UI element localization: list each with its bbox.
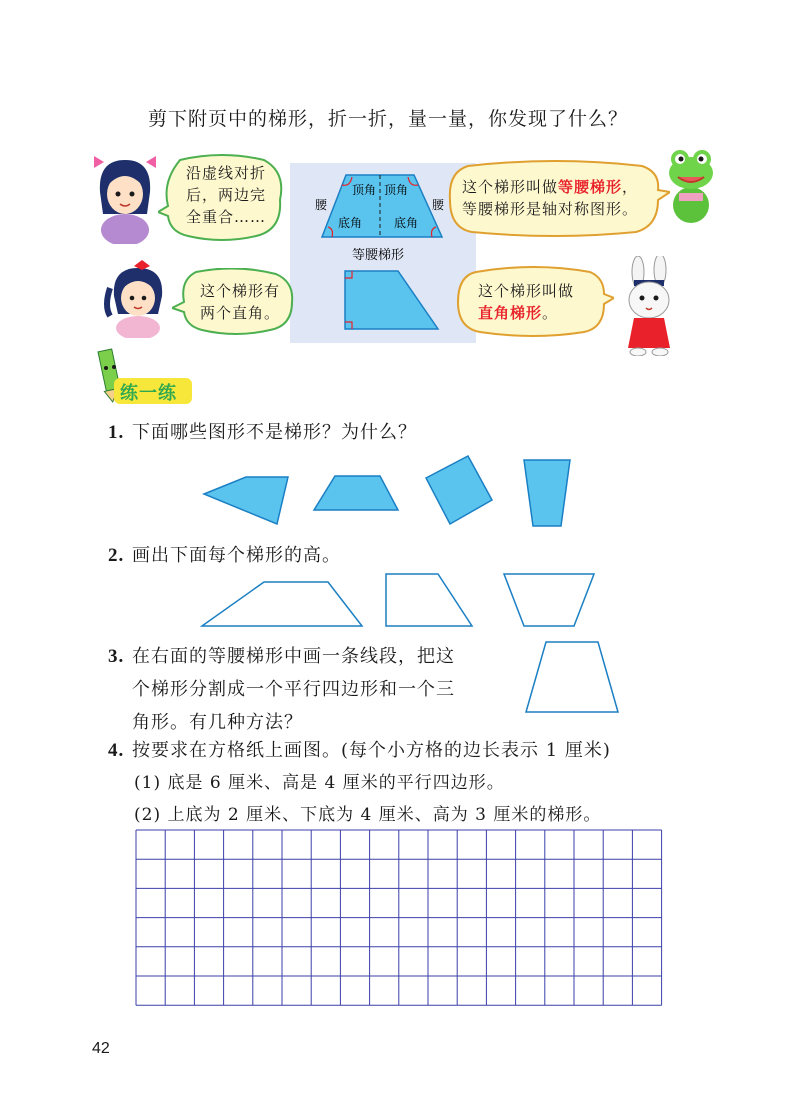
- label-left-leg: 腰: [315, 198, 328, 212]
- question-1-shapes: [200, 452, 575, 532]
- page-number: 42: [92, 1040, 110, 1057]
- bubble-line: 这个梯形有: [200, 282, 281, 300]
- girl2-character-illustration: [104, 260, 172, 338]
- speech-bubble-rabbit: [478, 280, 608, 324]
- frog-character-illustration: [662, 145, 720, 227]
- bubble-rabbit-line2-suffix: 。: [542, 304, 559, 322]
- label-top-right-angle: 顶角: [384, 183, 409, 197]
- intro-text: 剪下附页中的梯形，折一折，量一量，你发现了什么？: [148, 108, 629, 130]
- question-text-line: 个梯形分割成一个平行四边形和一个三: [132, 679, 455, 700]
- question-text-line: 角形。有几种方法？: [132, 712, 303, 733]
- outline-isosceles-trapezoid: [526, 642, 618, 712]
- girl-character-illustration: [92, 152, 158, 244]
- rabbit-character-illustration: [616, 256, 682, 356]
- outline-trapezoid-1: [202, 582, 362, 626]
- figure-caption: 等腰梯形: [352, 248, 405, 263]
- bubble-line: 沿虚线对折: [186, 164, 267, 182]
- label-right-leg: 腰: [432, 198, 445, 212]
- question-2: [108, 541, 341, 567]
- question-3: [108, 640, 455, 739]
- question-2-shapes: [200, 570, 600, 630]
- question-4: [108, 736, 611, 762]
- bubble-frog-line2: 等腰梯形是轴对称图形。: [462, 200, 639, 218]
- label-top-left-angle: 顶角: [352, 183, 377, 197]
- question-number: 3.: [108, 646, 125, 667]
- question-number: 2.: [108, 545, 125, 566]
- label-bottom-right-angle: 底角: [394, 216, 419, 230]
- term-right-trapezoid: 直角梯形: [478, 304, 543, 322]
- shape-quadrilateral-1: [204, 477, 288, 524]
- shape-trapezoid-2: [314, 476, 398, 510]
- question-4-sub-1: (1) 底是 6 厘米、高是 4 厘米的平行四边形。: [134, 773, 505, 793]
- term-isosceles-trapezoid: 等腰梯形: [558, 178, 623, 196]
- outline-trapezoid-3: [504, 574, 594, 626]
- question-text: 画出下面每个梯形的高。: [132, 545, 341, 566]
- question-text: 下面哪些图形不是梯形？为什么？: [132, 422, 417, 443]
- bubble-rabbit-line1: 这个梯形叫做: [478, 282, 575, 300]
- bubble-line: 后，两边完: [186, 186, 267, 204]
- bubble-line: 两个直角。: [200, 304, 281, 322]
- practice-title: 练一练: [120, 383, 177, 404]
- outline-trapezoid-2: [386, 574, 472, 626]
- question-number: 1.: [108, 422, 125, 443]
- question-number: 4.: [108, 740, 125, 761]
- bubble-frog-line1-suffix: ，: [622, 178, 639, 196]
- question-1: [108, 418, 417, 444]
- question-text: 按要求在方格纸上画图。(每个小方格的边长表示 1 厘米): [132, 740, 611, 761]
- shape-rectangle-tilted-3: [426, 456, 492, 524]
- grid-paper[interactable]: [135, 829, 667, 1009]
- label-bottom-left-angle: 底角: [338, 216, 363, 230]
- shape-trapezoid-4: [524, 460, 570, 526]
- bubble-line: 全重合……: [186, 208, 267, 226]
- speech-bubble-frog: [462, 176, 662, 220]
- question-4-sub-2: (2) 上底为 2 厘米、下底为 4 厘米、高为 3 厘米的梯形。: [134, 805, 602, 825]
- question-3-isosceles-trapezoid: [524, 638, 624, 718]
- bubble-frog-line1-prefix: 这个梯形叫做: [462, 178, 559, 196]
- question-text-line: 在右面的等腰梯形中画一条线段，把这: [132, 646, 455, 667]
- speech-bubble-girl1: [186, 162, 282, 228]
- speech-bubble-girl2: [200, 280, 292, 324]
